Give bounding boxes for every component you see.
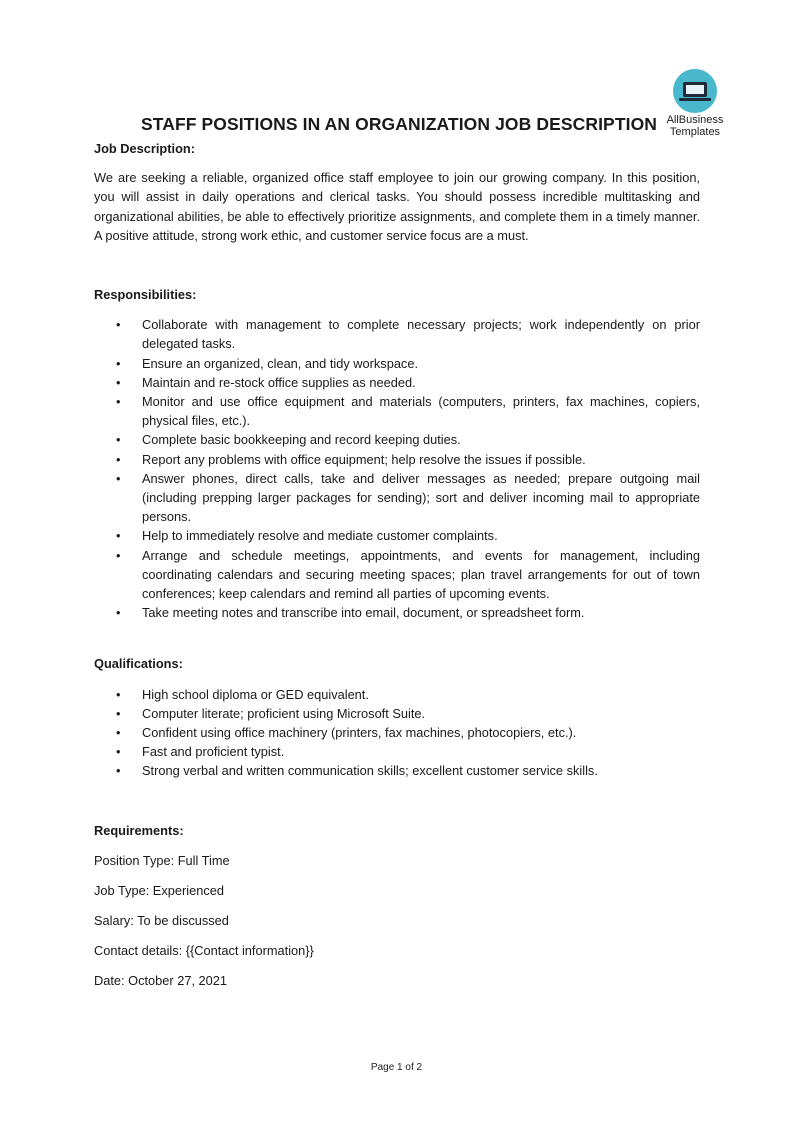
list-item: • Take meeting notes and transcribe into email, document, or spreadsheet form. [116,605,585,621]
document-body [94,139,700,990]
list-item: • Help to immediately resolve and mediate customer complaints. [116,528,498,544]
job-description-text: We are seeking a reliable, organized office staff employee to join our growing company. In this position, you will assist in daily operations and clerical tasks. You should possess incredible multitasking and organizational abilities, be able to effectively prioritize assignments, and complete them in a timely manner. A positive attitude, strong work ethic, and customer service focus are a must. [94,170,700,243]
qualifications-list [94,685,700,781]
list-item: • Report any problems with office equipment; help resolve the issues if possible. [116,451,586,467]
job-type: Job Type: Experienced [94,882,224,898]
list-item: • Confident using office machinery (printers, fax machines, photocopiers, etc.). [116,725,577,741]
list-item: • Fast and proficient typist. [116,744,285,760]
list-item: • High school diploma or GED equivalent. [116,686,369,702]
position-type: Position Type: Full Time [94,852,230,868]
list-item: • Collaborate with management to complete necessary projects; work independently on prior delegated tasks. [116,317,700,352]
list-item: • Complete basic bookkeeping and record keeping duties. [116,432,461,448]
responsibilities-heading: Responsibilities: [94,287,197,303]
list-item: • Ensure an organized, clean, and tidy workspace. [116,355,419,371]
list-item: • Strong verbal and written communication skills; excellent customer service skills. [116,763,598,779]
logo-text: AllBusiness Templates [666,114,724,138]
qualifications-heading: Qualifications: [94,656,183,672]
contact-details: Contact details: {{Contact information}} [94,942,314,958]
list-item: • Answer phones, direct calls, take and deliver messages as needed; prepare outgoing mail (including prepping larger packages for sending); sort and deliver incoming mail to appropriate persons. [116,470,700,525]
list-item: • Monitor and use office equipment and materials (computers, printers, fax machines, copiers, physical files, etc.). [116,394,700,429]
salary: Salary: To be discussed [94,912,229,928]
date: Date: October 27, 2021 [94,972,228,988]
laptop-icon [673,69,717,113]
list-item: • Maintain and re-stock office supplies as needed. [116,374,416,390]
list-item: • Arrange and schedule meetings, appointments, and events for management, including coordinating calendars and securing meeting spaces; plan travel arrangements for out of town conferences; keep calendars and remind all parties of upcoming events. [116,547,700,602]
document-title: STAFF POSITIONS IN AN ORGANIZATION JOB DESCRIPTION [140,114,658,134]
list-item: • Computer literate; proficient using Microsoft Suite. [116,705,426,721]
job-description-heading: Job Description: [94,141,195,156]
page-number: Page 1 of 2 [370,1062,423,1073]
responsibilities-list [94,315,700,622]
requirements-heading: Requirements: [94,822,184,838]
